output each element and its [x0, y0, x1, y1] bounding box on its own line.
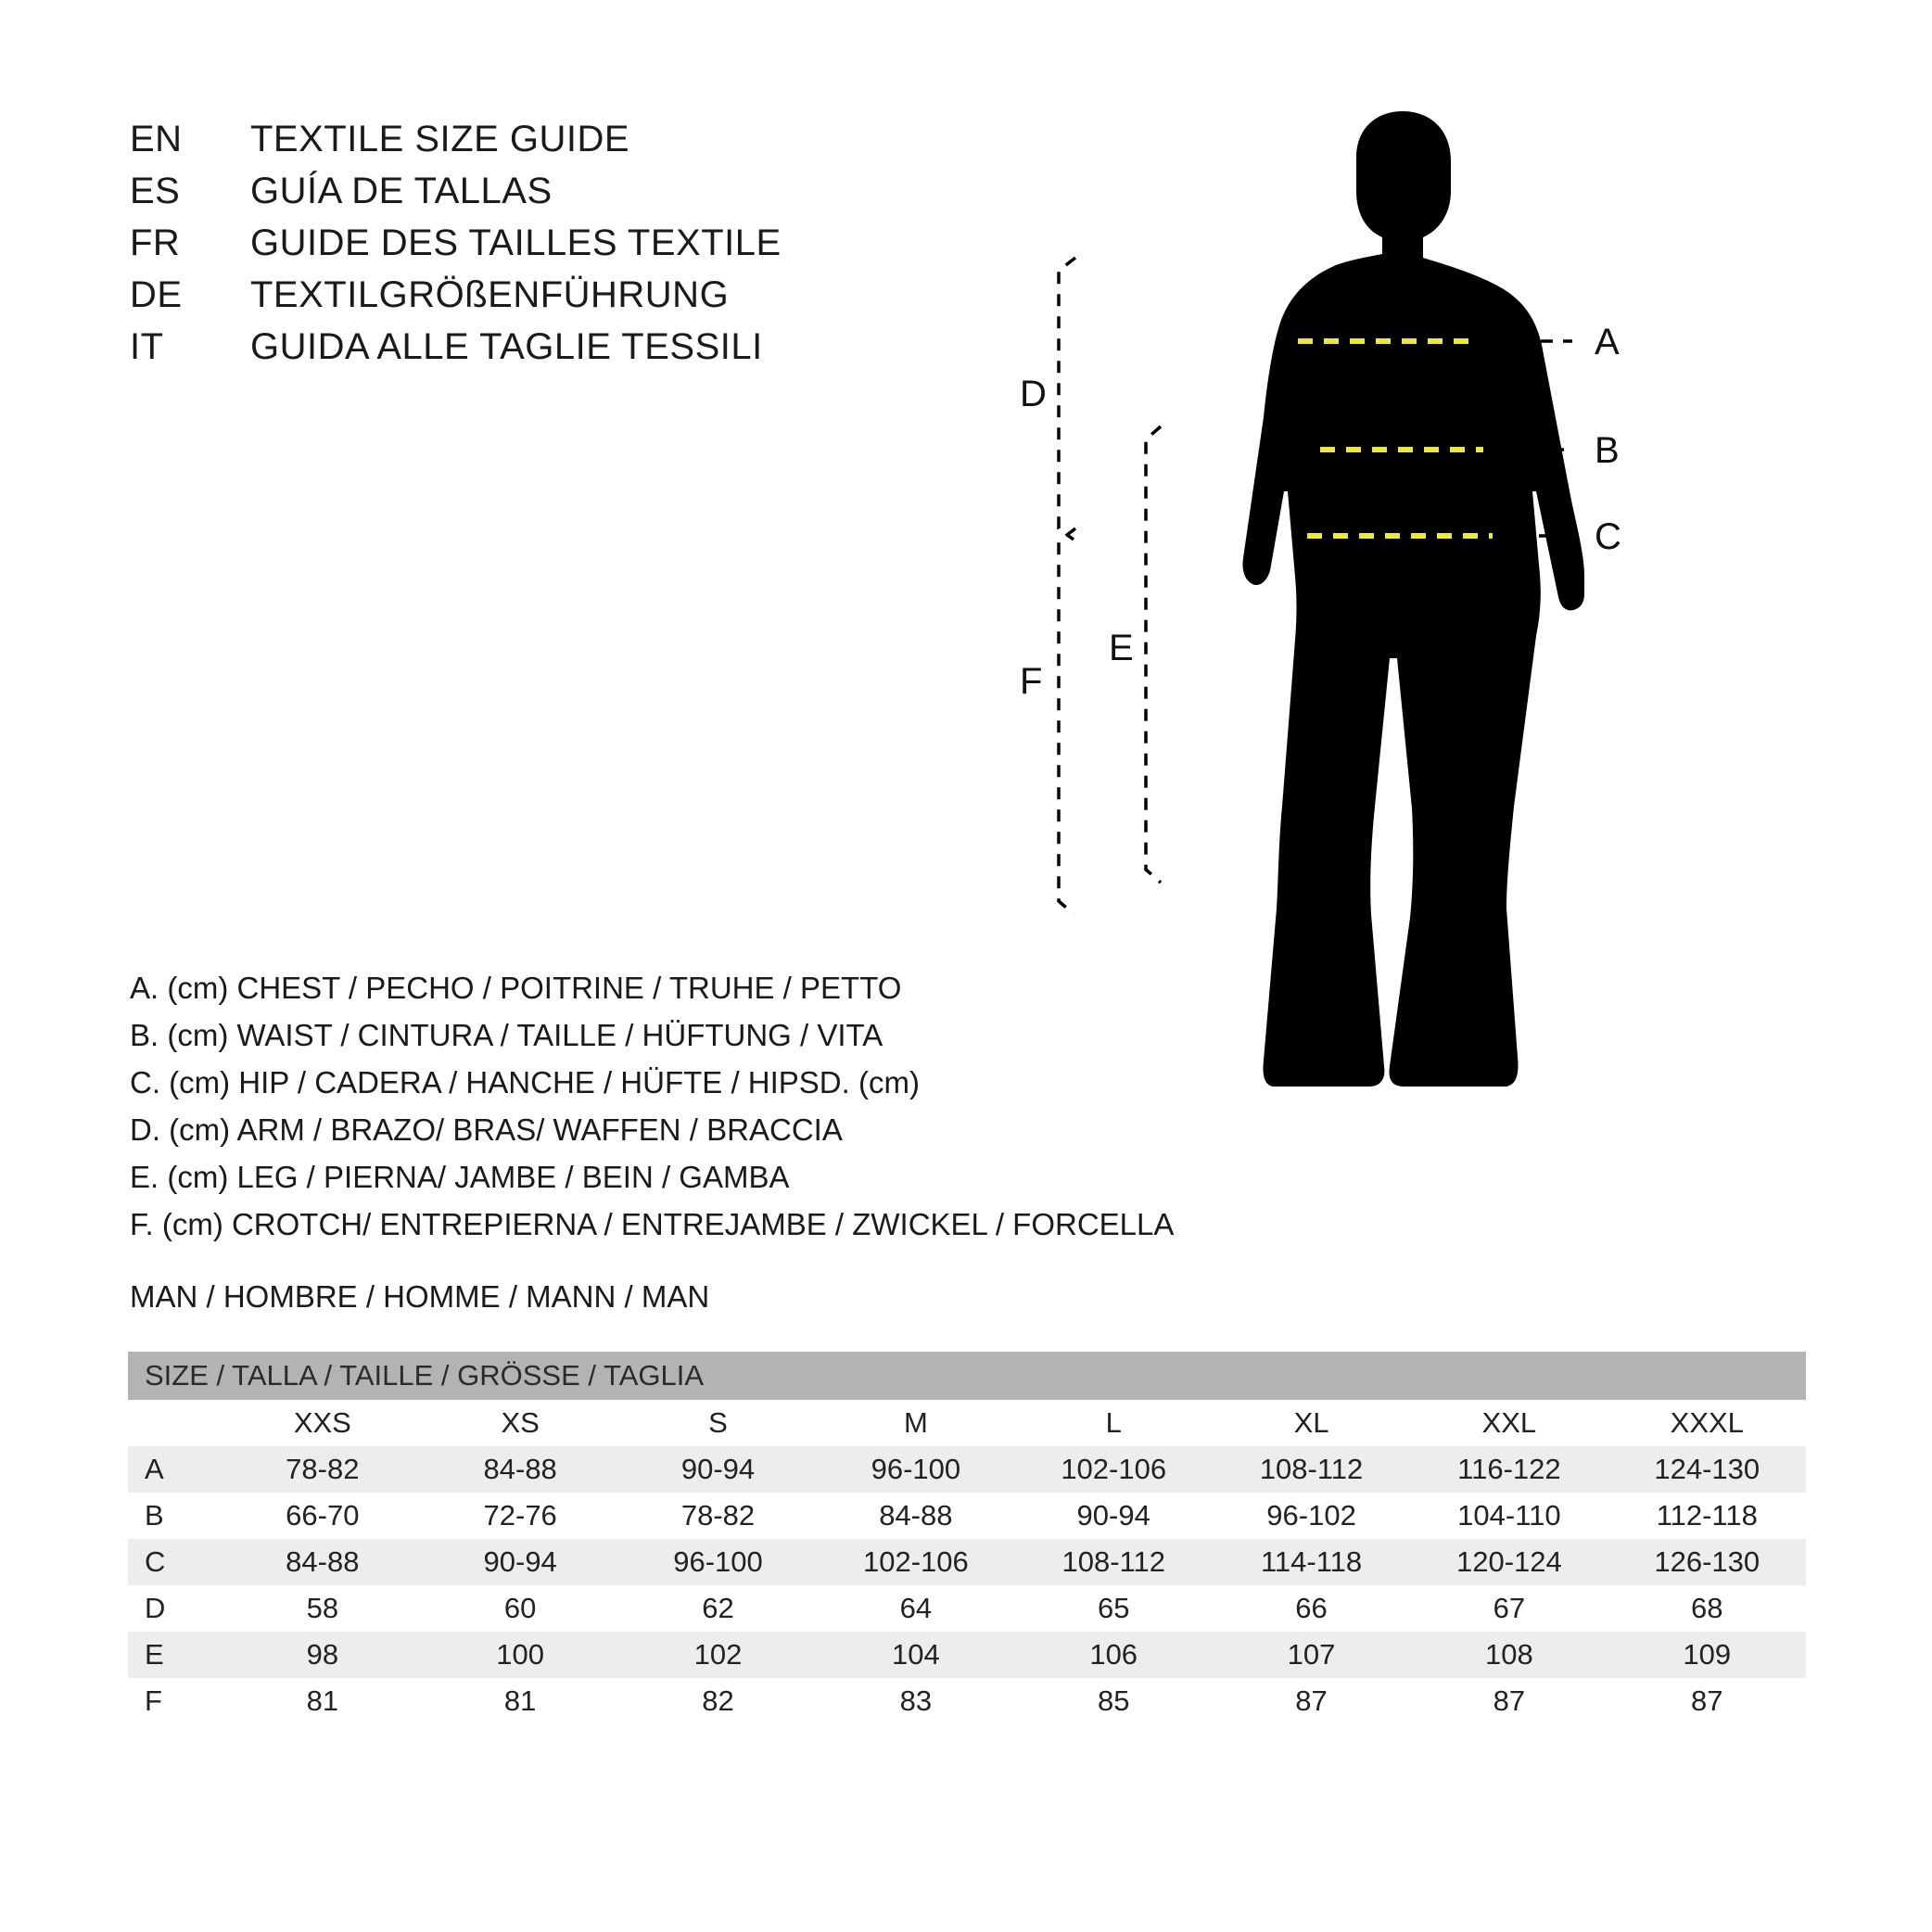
cell-e-xxs: 98 — [223, 1632, 421, 1678]
cell-b-s: 78-82 — [619, 1493, 817, 1539]
dimension-label-d: D — [1020, 374, 1047, 414]
title-text-es: GUÍA DE TALLAS — [250, 171, 553, 211]
table-row — [128, 1539, 1806, 1585]
cell-c-xs: 90-94 — [422, 1539, 619, 1585]
title-row — [130, 222, 782, 274]
legend-item-e: E. (cm) LEG / PIERNA/ JAMBE / BEIN / GAMBA — [130, 1160, 790, 1194]
title-lang-en: EN — [130, 119, 183, 159]
callout-label-c: C — [1595, 516, 1621, 557]
table-row — [128, 1493, 1806, 1539]
cell-a-s: 90-94 — [619, 1446, 817, 1493]
title-block — [130, 119, 782, 378]
title-text-en: TEXTILE SIZE GUIDE — [250, 119, 630, 159]
title-text-fr: GUIDE DES TAILLES TEXTILE — [250, 222, 782, 263]
measurement-legend — [130, 964, 1174, 1248]
body-measurement-diagram — [1020, 93, 1854, 1214]
cell-d-xxl: 67 — [1410, 1585, 1608, 1632]
cell-e-xs: 100 — [422, 1632, 619, 1678]
size-table — [128, 1352, 1806, 1724]
cell-b-xs: 72-76 — [422, 1493, 619, 1539]
callout-label-a: A — [1595, 322, 1620, 362]
legend-item-c: C. (cm) HIP / CADERA / HANCHE / HÜFTE / HIPSD. (cm) — [130, 1065, 920, 1099]
cell-e-xxl: 108 — [1410, 1632, 1608, 1678]
row-label-f: F — [128, 1678, 223, 1724]
cell-c-m: 102-106 — [817, 1539, 1014, 1585]
size-header-xxs: XXS — [223, 1400, 421, 1446]
legend-item-b: B. (cm) WAIST / CINTURA / TAILLE / HÜFTUNG / VITA — [130, 1018, 883, 1052]
size-header-xs: XS — [422, 1400, 619, 1446]
cell-c-s: 96-100 — [619, 1539, 817, 1585]
cell-b-xl: 96-102 — [1213, 1493, 1410, 1539]
cell-e-l: 106 — [1015, 1632, 1213, 1678]
table-header-label: SIZE / TALLA / TAILLE / GRÖSSE / TAGLIA — [128, 1352, 1806, 1400]
dimension-d-line — [1059, 258, 1075, 540]
cell-f-xxxl: 87 — [1608, 1678, 1806, 1724]
table-corner-cell — [128, 1400, 223, 1446]
row-label-b: B — [128, 1493, 223, 1539]
cell-d-xl: 66 — [1213, 1585, 1410, 1632]
cell-f-xs: 81 — [422, 1678, 619, 1724]
cell-e-s: 102 — [619, 1632, 817, 1678]
table-row — [128, 1678, 1806, 1724]
size-header-xxl: XXL — [1410, 1400, 1608, 1446]
cell-b-m: 84-88 — [817, 1493, 1014, 1539]
row-label-a: A — [128, 1446, 223, 1493]
row-label-e: E — [128, 1632, 223, 1678]
table-size-header-row — [128, 1400, 1806, 1446]
cell-d-xs: 60 — [422, 1585, 619, 1632]
title-row — [130, 326, 782, 378]
cell-a-xxl: 116-122 — [1410, 1446, 1608, 1493]
cell-c-xl: 114-118 — [1213, 1539, 1410, 1585]
dimension-label-e: E — [1109, 628, 1134, 668]
cell-a-xxs: 78-82 — [223, 1446, 421, 1493]
dimension-label-f: F — [1020, 661, 1043, 702]
cell-d-s: 62 — [619, 1585, 817, 1632]
title-text-de: TEXTILGRÖßENFÜHRUNG — [250, 274, 730, 315]
gender-label: MAN / HOMBRE / HOMME / MANN / MAN — [130, 1279, 710, 1314]
cell-f-xxl: 87 — [1410, 1678, 1608, 1724]
title-row — [130, 274, 782, 326]
title-lang-es: ES — [130, 171, 181, 211]
cell-a-m: 96-100 — [817, 1446, 1014, 1493]
cell-b-l: 90-94 — [1015, 1493, 1213, 1539]
cell-d-xxs: 58 — [223, 1585, 421, 1632]
cell-b-xxl: 104-110 — [1410, 1493, 1608, 1539]
cell-f-m: 83 — [817, 1678, 1014, 1724]
dimension-f-line — [1059, 528, 1075, 914]
legend-item-a: A. (cm) CHEST / PECHO / POITRINE / TRUHE / PETTO — [130, 971, 902, 1005]
cell-d-m: 64 — [817, 1585, 1014, 1632]
legend-item-d: D. (cm) ARM / BRAZO/ BRAS/ WAFFEN / BRACCIA — [130, 1112, 843, 1147]
cell-e-m: 104 — [817, 1632, 1014, 1678]
cell-b-xxs: 66-70 — [223, 1493, 421, 1539]
row-label-d: D — [128, 1585, 223, 1632]
cell-f-xl: 87 — [1213, 1678, 1410, 1724]
row-label-c: C — [128, 1539, 223, 1585]
cell-a-l: 102-106 — [1015, 1446, 1213, 1493]
cell-b-xxxl: 112-118 — [1608, 1493, 1806, 1539]
cell-d-l: 65 — [1015, 1585, 1213, 1632]
title-row — [130, 171, 782, 222]
cell-f-s: 82 — [619, 1678, 817, 1724]
table-row — [128, 1632, 1806, 1678]
size-header-xxxl: XXXL — [1608, 1400, 1806, 1446]
callout-label-b: B — [1595, 430, 1620, 471]
size-header-xl: XL — [1213, 1400, 1410, 1446]
cell-e-xxxl: 109 — [1608, 1632, 1806, 1678]
male-silhouette-icon — [1242, 111, 1584, 1087]
cell-c-xxl: 120-124 — [1410, 1539, 1608, 1585]
table-row — [128, 1585, 1806, 1632]
cell-f-xxs: 81 — [223, 1678, 421, 1724]
table-header-bar — [128, 1352, 1806, 1400]
title-lang-fr: FR — [130, 222, 181, 263]
cell-f-l: 85 — [1015, 1678, 1213, 1724]
cell-a-xs: 84-88 — [422, 1446, 619, 1493]
cell-c-l: 108-112 — [1015, 1539, 1213, 1585]
cell-a-xl: 108-112 — [1213, 1446, 1410, 1493]
cell-c-xxs: 84-88 — [223, 1539, 421, 1585]
title-lang-de: DE — [130, 274, 183, 315]
size-header-s: S — [619, 1400, 817, 1446]
cell-e-xl: 107 — [1213, 1632, 1410, 1678]
title-row — [130, 119, 782, 171]
title-lang-it: IT — [130, 326, 164, 367]
cell-c-xxxl: 126-130 — [1608, 1539, 1806, 1585]
size-header-m: M — [817, 1400, 1014, 1446]
table-row — [128, 1446, 1806, 1493]
cell-a-xxxl: 124-130 — [1608, 1446, 1806, 1493]
legend-item-f: F. (cm) CROTCH/ ENTREPIERNA / ENTREJAMBE / ZWICKEL / FORCELLA — [130, 1207, 1175, 1241]
dimension-e-line — [1146, 426, 1161, 883]
title-text-it: GUIDA ALLE TAGLIE TESSILI — [250, 326, 763, 367]
size-header-l: L — [1015, 1400, 1213, 1446]
cell-d-xxxl: 68 — [1608, 1585, 1806, 1632]
